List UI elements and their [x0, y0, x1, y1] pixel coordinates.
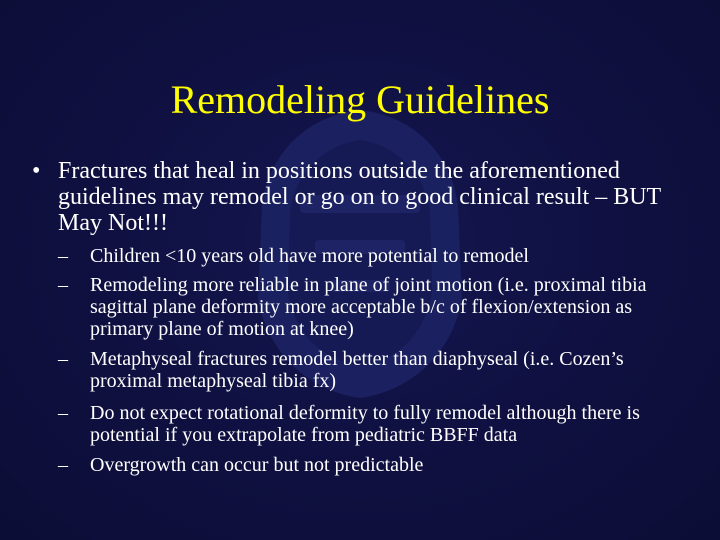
sub-bullet-marker: –: [58, 348, 68, 370]
sub-bullet-text: Do not expect rotational deformity to fully remodel although there is potential if you extrapolate from pediatric BBFF data: [90, 402, 640, 446]
sub-bullet-marker: –: [58, 245, 68, 267]
sub-bullet-marker: –: [58, 274, 68, 296]
sub-bullet-text: Overgrowth can occur but not predictable: [90, 454, 424, 476]
sub-bullet-marker: –: [58, 402, 68, 424]
sub-bullet-text: Remodeling more reliable in plane of joint motion (i.e. proximal tibia sagittal plane deformity more acceptable b/c of flexion/extension as primary plane of motion at knee): [90, 274, 647, 340]
sub-bullet-text: Metaphyseal fractures remodel better than diaphyseal (i.e. Cozen’s proximal metaphyseal tibia fx): [90, 348, 624, 392]
sub-bullet-marker: –: [58, 454, 68, 476]
sub-bullet-item: [58, 245, 698, 267]
bullet-item: [32, 158, 692, 236]
bullet-text: Fractures that heal in positions outside the aforementioned guidelines may remodel or go on to good clinical result – BUT May Not!!!: [58, 158, 661, 236]
sub-bullet-item: [58, 402, 698, 446]
bullet-marker: •: [32, 158, 41, 184]
sub-bullet-text: Children <10 years old have more potential to remodel: [90, 245, 529, 267]
sub-bullet-item: [58, 454, 698, 476]
slide-title: Remodeling Guidelines: [170, 77, 550, 122]
sub-bullet-item: [58, 274, 698, 340]
sub-bullet-item: [58, 348, 698, 392]
